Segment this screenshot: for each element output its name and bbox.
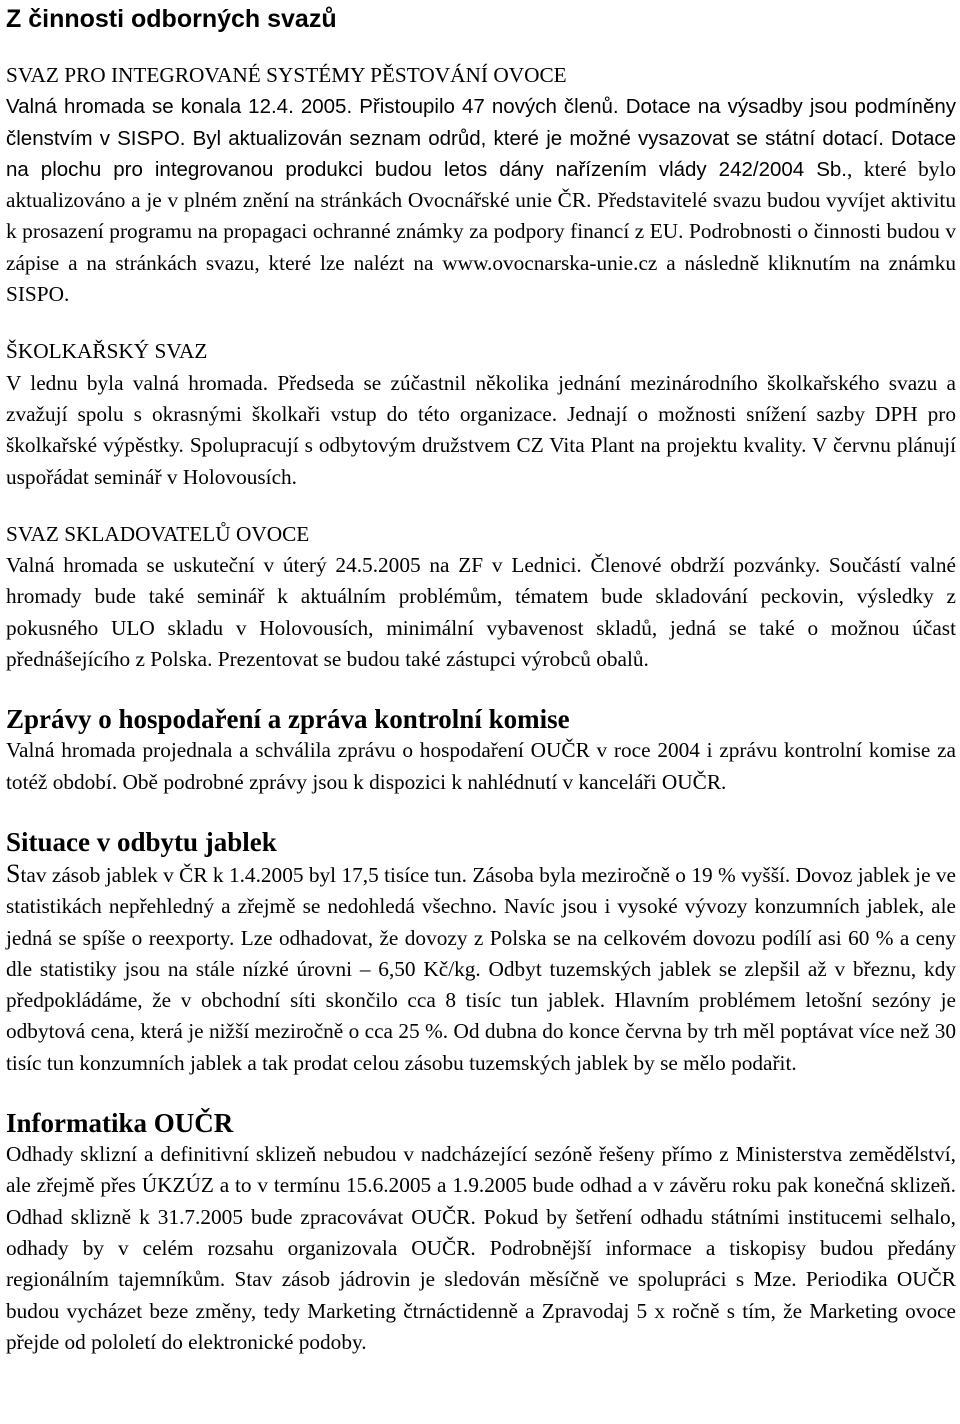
subheading-svaz-skladovatelu: SVAZ SKLADOVATELŮ OVOCE (6, 521, 310, 546)
paragraph-situace-odbytu (6, 858, 956, 1079)
subheading-skolkarsky-svaz: ŠKOLKAŘSKÝ SVAZ (6, 339, 208, 364)
situace-odbytu-text: tav zásob jablek v ČR k 1.4.2005 byl 17,5 tisíce tun. Zásoba byla meziročně o 19 % vyšší. Dovoz jablek je ve statistikách nepřehledný a zřejmě se nedohledá všechno. Navíc jsou i vysoké vývozy konzumních jablek, ale jedná se spíše o reexporty. Lze odhadovat, že dovozy z Polska se na celkovém dovozu podílí asi 60 % a ceny dle statistiky jsou na stále nízké úrovni – 6,50 Kč/kg. Odbyt tuzemských jablek se zlepšil až v březnu, kdy předpokládáme, že v obchodní síti skončilo cca 8 tisíc tun jablek. Hlavním problémem letošní sezóny je odbytová cena, která je nižší meziročně o cca 25 %. Od dubna do konce června by trh měl poptávat více než 30 tisíc tun konzumních jablek a tak prodat celou zásobu tuzemských jablek by se mělo podařit. (6, 862, 956, 1075)
sispo-text-sans: Valná hromada se konala 12.4. 2005. Přistoupilo 47 nových členů. Dotace na výsadby jsou podmíněny členstvím v SISPO. Byl aktualizován seznam odrůd, které je možné vysazovat se státní dotací. Dotace na plochu pro integrovanou produkci budou letos dány nařízením vlády 242/2004 Sb. (6, 95, 956, 181)
sispo-text-serif: , které bylo aktualizováno a je v plném znění na stránkách Ovocnářské unie ČR. Představitelé svazu budou vyvíjet aktivitu k prosazení programu na propagaci ochranné známky za podpory financí z EU. Podrobnosti o činnosti budou v zápise a na stránkách svazu, které lze nalézt na www.ovocnarska-unie.cz a následně kliknutím na známku SISPO. (6, 156, 956, 307)
skolkarsky-svaz-text: V lednu byla valná hromada. Předseda se zúčastnil několika jednání mezinárodního školkařského svazu a zvažují spolu s okrasnými školkaři vstup do této organizace. Jednají o možnosti snížení sazby DPH pro školkařské výpěstky. Spolupracují s odbytovým družstvem CZ Vita Plant na projektu kvality. V červnu plánují uspořádat seminář v Holovousích. (6, 370, 956, 489)
spacer (6, 675, 956, 703)
spacer (6, 1079, 956, 1107)
section-heading-odborne-svazy: Z činnosti odborných svazů (6, 5, 337, 33)
drop-letter: S (6, 858, 21, 888)
document-page (6, 0, 956, 1358)
spacer (6, 38, 956, 60)
paragraph-svaz-skladovatelu (6, 519, 956, 675)
svaz-skladovatelu-text: Valná hromada se uskuteční v úterý 24.5.2005 na ZF v Lednici. Členové obdrží pozvánky. Součástí valné hromady bude také seminář k aktuálním problémům, tématem bude skladování peckovin, výsledky z pokusného ULO skladu v Holovousích, minimální vybavenost skladů, jedná se také o možnou účast přednášejícího z Polska. Prezentovat se budou také zástupci výrobců obalů. (6, 553, 956, 672)
spacer (6, 493, 956, 519)
spacer (6, 310, 956, 336)
paragraph-informatika: Odhady sklizní a definitivní sklizeň nebudou v nadcházející sezóně řešeny přímo z Ministerstva zemědělství, ale zřejmě přes ÚKZÚZ a to v termínu 15.6.2005 a 1.9.2005 bude odhad a v závěru roku pak konečná sklizeň. Odhad sklizně k 31.7.2005 bude zpracovávat OUČR. Pokud by šetření odhadu státními institucemi selhalo, odhady by v celém rozsahu organizovala OUČR. Podrobnější informace a tiskopisy budou předány regionálním tajemníkům. Stav zásob jádrovin je sledován měsíčně ve spolupráci s Mze. Periodika OUČR budou vycházet beze změny, tedy Marketing čtrnáctidenně a Zpravodaj 5 x ročně s tím, že Marketing ovoce přejde od pololetí do elektronické podoby. (6, 1142, 956, 1354)
paragraph-zpravy-hospodareni: Valná hromada projednala a schválila zprávu o hospodaření OUČR v roce 2004 i zprávu kontrolní komise za totéž období. Obě podrobné zprávy jsou k dispozici k nahlédnutí v kanceláři OUČR. (6, 738, 956, 794)
spacer (6, 798, 956, 826)
paragraph-sispo (6, 60, 956, 310)
section-heading-zpravy-hospodareni: Zprávy o hospodaření a zpráva kontrolní komise (6, 704, 570, 735)
section-heading-situace-odbytu: Situace v odbytu jablek (6, 826, 277, 857)
subheading-sispo: SVAZ PRO INTEGROVANÉ SYSTÉMY PĚSTOVÁNÍ OVOCE (6, 63, 567, 87)
section-heading-informatika: Informatika OUČR (6, 1108, 234, 1139)
paragraph-skolkarsky-svaz (6, 336, 956, 492)
